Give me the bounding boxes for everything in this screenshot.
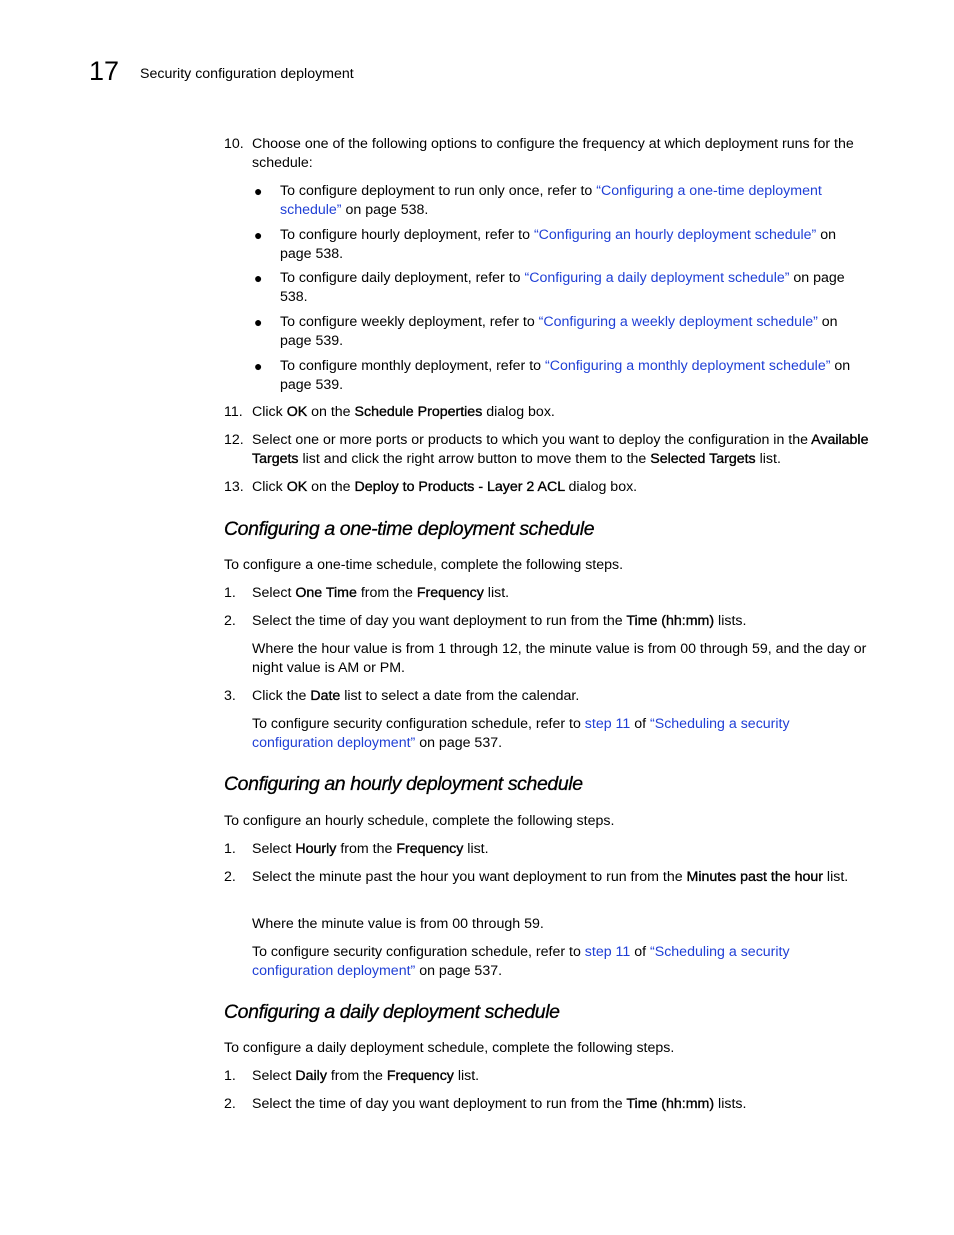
step-11: 11. Click OK on the Schedule Properties dialog box. [224,404,555,420]
intro-one-time: To configure a one-time schedule, complete the following steps. [224,557,624,573]
link-monthly-schedule[interactable]: “Configuring a monthly deployment schedule” [544,358,831,374]
step-10 [224,135,870,173]
chapter-number: 17 [89,56,120,86]
bullet-icon: ● [254,270,263,286]
bullet-icon: ● [254,227,263,243]
bullet-one-time: ● To configure deployment to run only once, refer to “Configuring a one-time deployment schedule” on page 538. [254,183,822,218]
bullet-icon: ● [254,183,263,199]
link-scheduling-security-deployment[interactable]: “Scheduling a security configuration deployment” [252,716,790,751]
bullet-icon: ● [254,314,263,330]
step-number: 10. [224,136,244,152]
intro-daily: To configure a daily deployment schedule, complete the following steps. [224,1040,675,1056]
step-13: 13. Click OK on the Deploy to Products - Layer 2 ACL dialog box. [224,479,638,495]
hourly-reference: To configure security configuration schedule, refer to step 11 of “Scheduling a security configuration deployment” on page 537. [252,944,790,979]
link-hourly-schedule[interactable]: “Configuring an hourly deployment schedule” [533,227,817,243]
step-12: 12. Select one or more ports or products to which you want to deploy the configuration in the Available Targets list and click the right arrow button to move them to the Selected Targets list. [224,432,869,467]
link-one-time-schedule[interactable]: “Configuring a one-time deployment schedule” [280,183,822,218]
step-text: Choose one of the following options to configure the frequency at which deployment runs for the schedule: [252,136,854,171]
link-scheduling-security-deployment[interactable]: “Scheduling a security configuration deployment” [252,944,790,979]
one-time-step-3: 3. Click the Date list to select a date from the calendar. [224,688,580,704]
link-step-11[interactable]: step 11 [584,716,631,732]
one-time-step-2: 2. Select the time of day you want deployment to run from the Time (hh:mm) lists. [224,613,747,629]
chapter-title: Security configuration deployment [140,66,354,82]
link-weekly-schedule[interactable]: “Configuring a weekly deployment schedule” [538,314,818,330]
link-daily-schedule[interactable]: “Configuring a daily deployment schedule” [524,270,790,286]
one-time-step-1: 1. Select One Time from the Frequency list. [224,585,510,601]
bullet-hourly: ● To configure hourly deployment, refer to “Configuring an hourly deployment schedule” on page 538. [254,227,837,262]
bullet-icon: ● [254,358,263,374]
one-time-reference: To configure security configuration schedule, refer to step 11 of “Scheduling a security configuration deployment” on page 537. [252,716,790,751]
daily-step-1: 1. Select Daily from the Frequency list. [224,1068,480,1084]
bullet-weekly: ● To configure weekly deployment, refer to “Configuring a weekly deployment schedule” on page 539. [254,314,838,349]
hourly-step-2: 2. Select the minute past the hour you want deployment to run from the Minutes past the hour list. [224,869,849,885]
bullet-monthly: ● To configure monthly deployment, refer to “Configuring a monthly deployment schedule” on page 539. [254,358,851,393]
hourly-step-2-note: Where the minute value is from 00 through 59. [252,916,544,932]
hourly-step-1: 1. Select Hourly from the Frequency list. [224,841,489,857]
daily-step-2: 2. Select the time of day you want deployment to run from the Time (hh:mm) lists. [224,1096,747,1112]
heading-one-time: Configuring a one-time deployment schedule [224,518,595,540]
heading-hourly: Configuring an hourly deployment schedule [224,773,583,795]
heading-daily: Configuring a daily deployment schedule [224,1001,560,1023]
bullet-daily: ● To configure daily deployment, refer to “Configuring a daily deployment schedule” on page 538. [254,270,845,305]
one-time-step-2-note: Where the hour value is from 1 through 12, the minute value is from 00 through 59, and the day or night value is AM or PM. [252,641,867,676]
link-step-11[interactable]: step 11 [584,944,631,960]
intro-hourly: To configure an hourly schedule, complete the following steps. [224,813,615,829]
